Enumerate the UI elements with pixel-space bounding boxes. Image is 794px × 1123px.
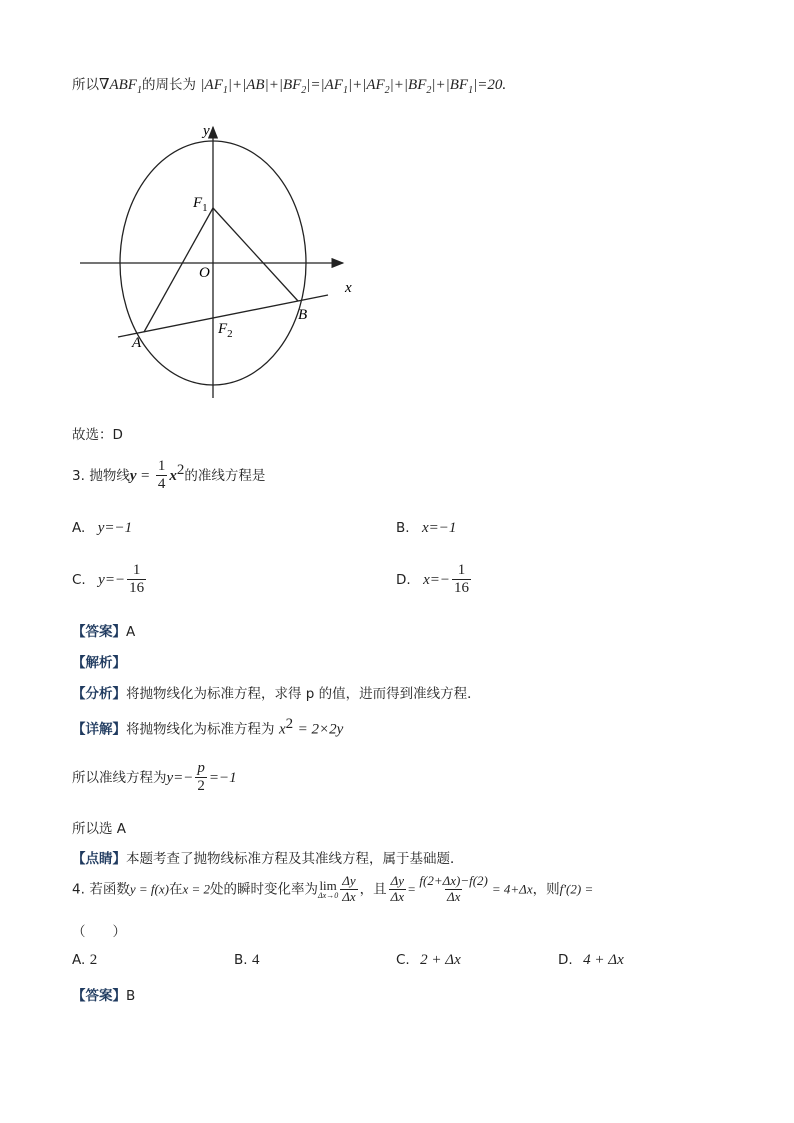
label-f2: [217, 321, 233, 340]
label-f2-sub: 2: [227, 328, 233, 340]
q3-xiangjie-rhs: = 2×2y: [297, 721, 344, 738]
q3-directrix-fraction: [195, 760, 207, 796]
q3-xiangjie-line: [72, 716, 343, 739]
q4-option-a-expr: 2: [89, 952, 98, 968]
expr-5-sub: 2: [426, 85, 432, 96]
q4-text-4: ，且: [359, 881, 387, 898]
q3-option-c-fraction: [127, 562, 146, 598]
expr-2-sub: 2: [301, 85, 307, 96]
q3-directrix-text: 所以准线方程为: [72, 769, 167, 786]
q3-fenxi-text: 将抛物线化为标准方程，求得 p 的值，进而得到准线方程．: [126, 686, 481, 702]
q3-option-c-prefix: y=−: [98, 571, 126, 588]
perimeter-prefix: 所以: [72, 77, 99, 93]
choice-line: 故选：D: [72, 427, 123, 443]
q3-answer-value: A: [126, 624, 136, 640]
q3-dianjing-line: [72, 847, 464, 867]
q4-option-c[interactable]: [396, 952, 461, 969]
q3-option-b[interactable]: [396, 520, 456, 537]
q3-option-d-fraction: [452, 562, 471, 598]
q3-number: 3.: [72, 467, 85, 484]
q3-xiangjie-text: 将抛物线化为标准方程为: [126, 721, 275, 738]
q3-lhs: y: [129, 467, 137, 484]
expr-3-sub: 1: [342, 85, 348, 96]
expr-1: |AF: [200, 77, 223, 93]
q4-option-c-expr: 2 + Δx: [420, 952, 461, 968]
q3-frac-den: 4: [157, 476, 166, 493]
triangle-text: ∇ABF: [99, 77, 137, 93]
q3-option-d[interactable]: [396, 562, 473, 598]
q4-option-b-expr: 4: [252, 952, 260, 968]
q3-directrix-line: [72, 760, 237, 796]
expr-4: |+|AF: [347, 77, 385, 93]
perimeter-expression: [200, 77, 507, 96]
q3-frac-num: 1: [157, 458, 166, 474]
q4-option-b-label: B.: [234, 952, 248, 968]
expr-6: |+|BF: [431, 77, 469, 93]
q3-dianjing-tag: 【点睛】: [72, 851, 126, 867]
q4-x2: x = 2: [182, 881, 210, 897]
q4-difference-quotient: [417, 874, 490, 905]
q3-directrix-num: p: [197, 760, 205, 776]
q3-option-c-label: C.: [72, 571, 86, 588]
label-f1-sub: 1: [202, 202, 208, 214]
q3-option-b-label: B.: [396, 520, 410, 536]
q4-option-d-label: D.: [558, 952, 573, 968]
q3-xiangjie-exp: 2: [285, 716, 294, 732]
q4-text-1: 若函数: [89, 881, 130, 898]
q3-option-d-den: 16: [454, 580, 470, 597]
q4-fy: y = f(x): [129, 881, 169, 897]
q4-ratio-2: [389, 874, 406, 905]
q4-ratio: [340, 874, 357, 905]
q3-dianjing-text: 本题考查了抛物线标准方程及其准线方程，属于基础题．: [126, 851, 464, 867]
q3-option-d-label: D.: [396, 571, 411, 588]
q3-answer-tag: 【答案】: [72, 624, 126, 640]
q4-eq-rhs: = 4+Δx: [491, 881, 533, 897]
label-x: x: [345, 280, 352, 296]
q3-stem: [72, 458, 265, 494]
expr-3: |=|AF: [306, 77, 343, 93]
q3-option-c-num: 1: [132, 562, 141, 578]
ellipse-figure: [70, 115, 370, 405]
q4-frac-num: f(2+Δx)−f(2): [419, 873, 488, 888]
q4-answer-line: [72, 984, 135, 1004]
triangle-name: [99, 77, 142, 96]
q3-analysis-tag: 【解析】: [72, 655, 126, 671]
label-b: B: [298, 307, 308, 323]
label-origin: O: [199, 265, 210, 281]
q3-var: x: [169, 467, 177, 484]
label-f2-main: F: [218, 321, 228, 337]
label-f1-main: F: [193, 195, 203, 211]
q4-option-a[interactable]: [72, 952, 97, 969]
q4-stem: 4. 若函数y = f(x)在x = 2处的瞬时变化率为 lim Δx→0 $\frac{\Delta y}{\Delta x}$ ，且 $\frac{\Delta y}{\Delta x}$ = $\frac{f(2+\Delta x)-f(2)}{\Delta x}$ = 4+Δx，则f′(2) =: [72, 873, 594, 904]
triangle-sub: 1: [136, 85, 142, 96]
expr-6-sub: 1: [468, 85, 474, 96]
q4-option-a-label: A.: [72, 952, 86, 968]
q3-text-before: 抛物线: [89, 467, 130, 484]
q4-paren: （ ）: [72, 924, 126, 940]
q4-option-b[interactable]: [234, 952, 260, 969]
q4-fprime: f′(2) =: [559, 881, 594, 897]
expr-2: |+|AB|+|BF: [227, 77, 302, 93]
q4-option-d[interactable]: [558, 952, 624, 969]
label-f1: [192, 195, 208, 214]
q3-text-after: 的准线方程是: [184, 467, 266, 484]
q3-fraction: [156, 458, 168, 494]
q3-option-d-prefix: x=−: [423, 571, 451, 588]
expr-5: |+|BF: [389, 77, 427, 93]
q4-lim-word: lim: [319, 877, 337, 893]
q3-option-a-label: A.: [72, 520, 86, 536]
q4-answer-tag: 【答案】: [72, 988, 126, 1004]
expr-4-sub: 2: [384, 85, 390, 96]
q4-ratio-den: Δx: [342, 888, 356, 904]
q4-frac-den: Δx: [446, 888, 461, 904]
label-y: y: [203, 123, 210, 139]
q4-lim-sub: Δx→0: [317, 890, 339, 900]
q4-text-5: ，则: [532, 881, 560, 898]
q4-ratio-2-num: Δy: [390, 873, 405, 888]
q4-option-d-expr: 4 + Δx: [583, 952, 624, 968]
q4-option-c-label: C.: [396, 952, 410, 968]
q3-eq: =: [140, 467, 150, 484]
perimeter-line: [72, 73, 506, 96]
q3-option-c[interactable]: [72, 562, 148, 598]
q3-option-a[interactable]: [72, 520, 132, 537]
q3-exp: 2: [176, 462, 185, 479]
q3-directrix-den: 2: [197, 778, 205, 795]
q4-ratio-num: Δy: [342, 873, 356, 888]
q3-select-line: 所以选 A: [72, 821, 127, 837]
q3-option-c-den: 16: [129, 580, 145, 597]
q3-directrix-prefix: y=−: [166, 769, 194, 786]
q3-xiangjie-tag: 【详解】: [72, 721, 126, 738]
q3-option-a-expr: y=−1: [97, 520, 133, 536]
q3-directrix-suffix: =−1: [208, 769, 237, 786]
q4-answer-value: B: [126, 988, 136, 1004]
q3-fenxi-line: [72, 682, 481, 702]
q3-option-b-expr: x=−1: [422, 520, 457, 536]
expr-1-sub: 1: [222, 85, 228, 96]
label-a: A: [132, 335, 142, 351]
q3-option-d-num: 1: [457, 562, 466, 578]
q3-fenxi-tag: 【分析】: [72, 686, 126, 702]
q4-lim: [318, 879, 338, 900]
expr-end: |=20.: [473, 77, 507, 93]
segment-bf1: [213, 208, 298, 301]
q4-number: 4.: [72, 881, 85, 898]
q4-text-3: 处的瞬时变化率为: [209, 881, 318, 898]
q3-xiangjie-lhs: x: [278, 721, 286, 738]
q4-ratio-2-den: Δx: [390, 888, 405, 904]
perimeter-middle: 的周长为: [141, 77, 196, 93]
q3-analysis-line: [72, 651, 126, 671]
q4-text-2: 在: [168, 881, 183, 898]
q3-answer-line: [72, 620, 135, 640]
